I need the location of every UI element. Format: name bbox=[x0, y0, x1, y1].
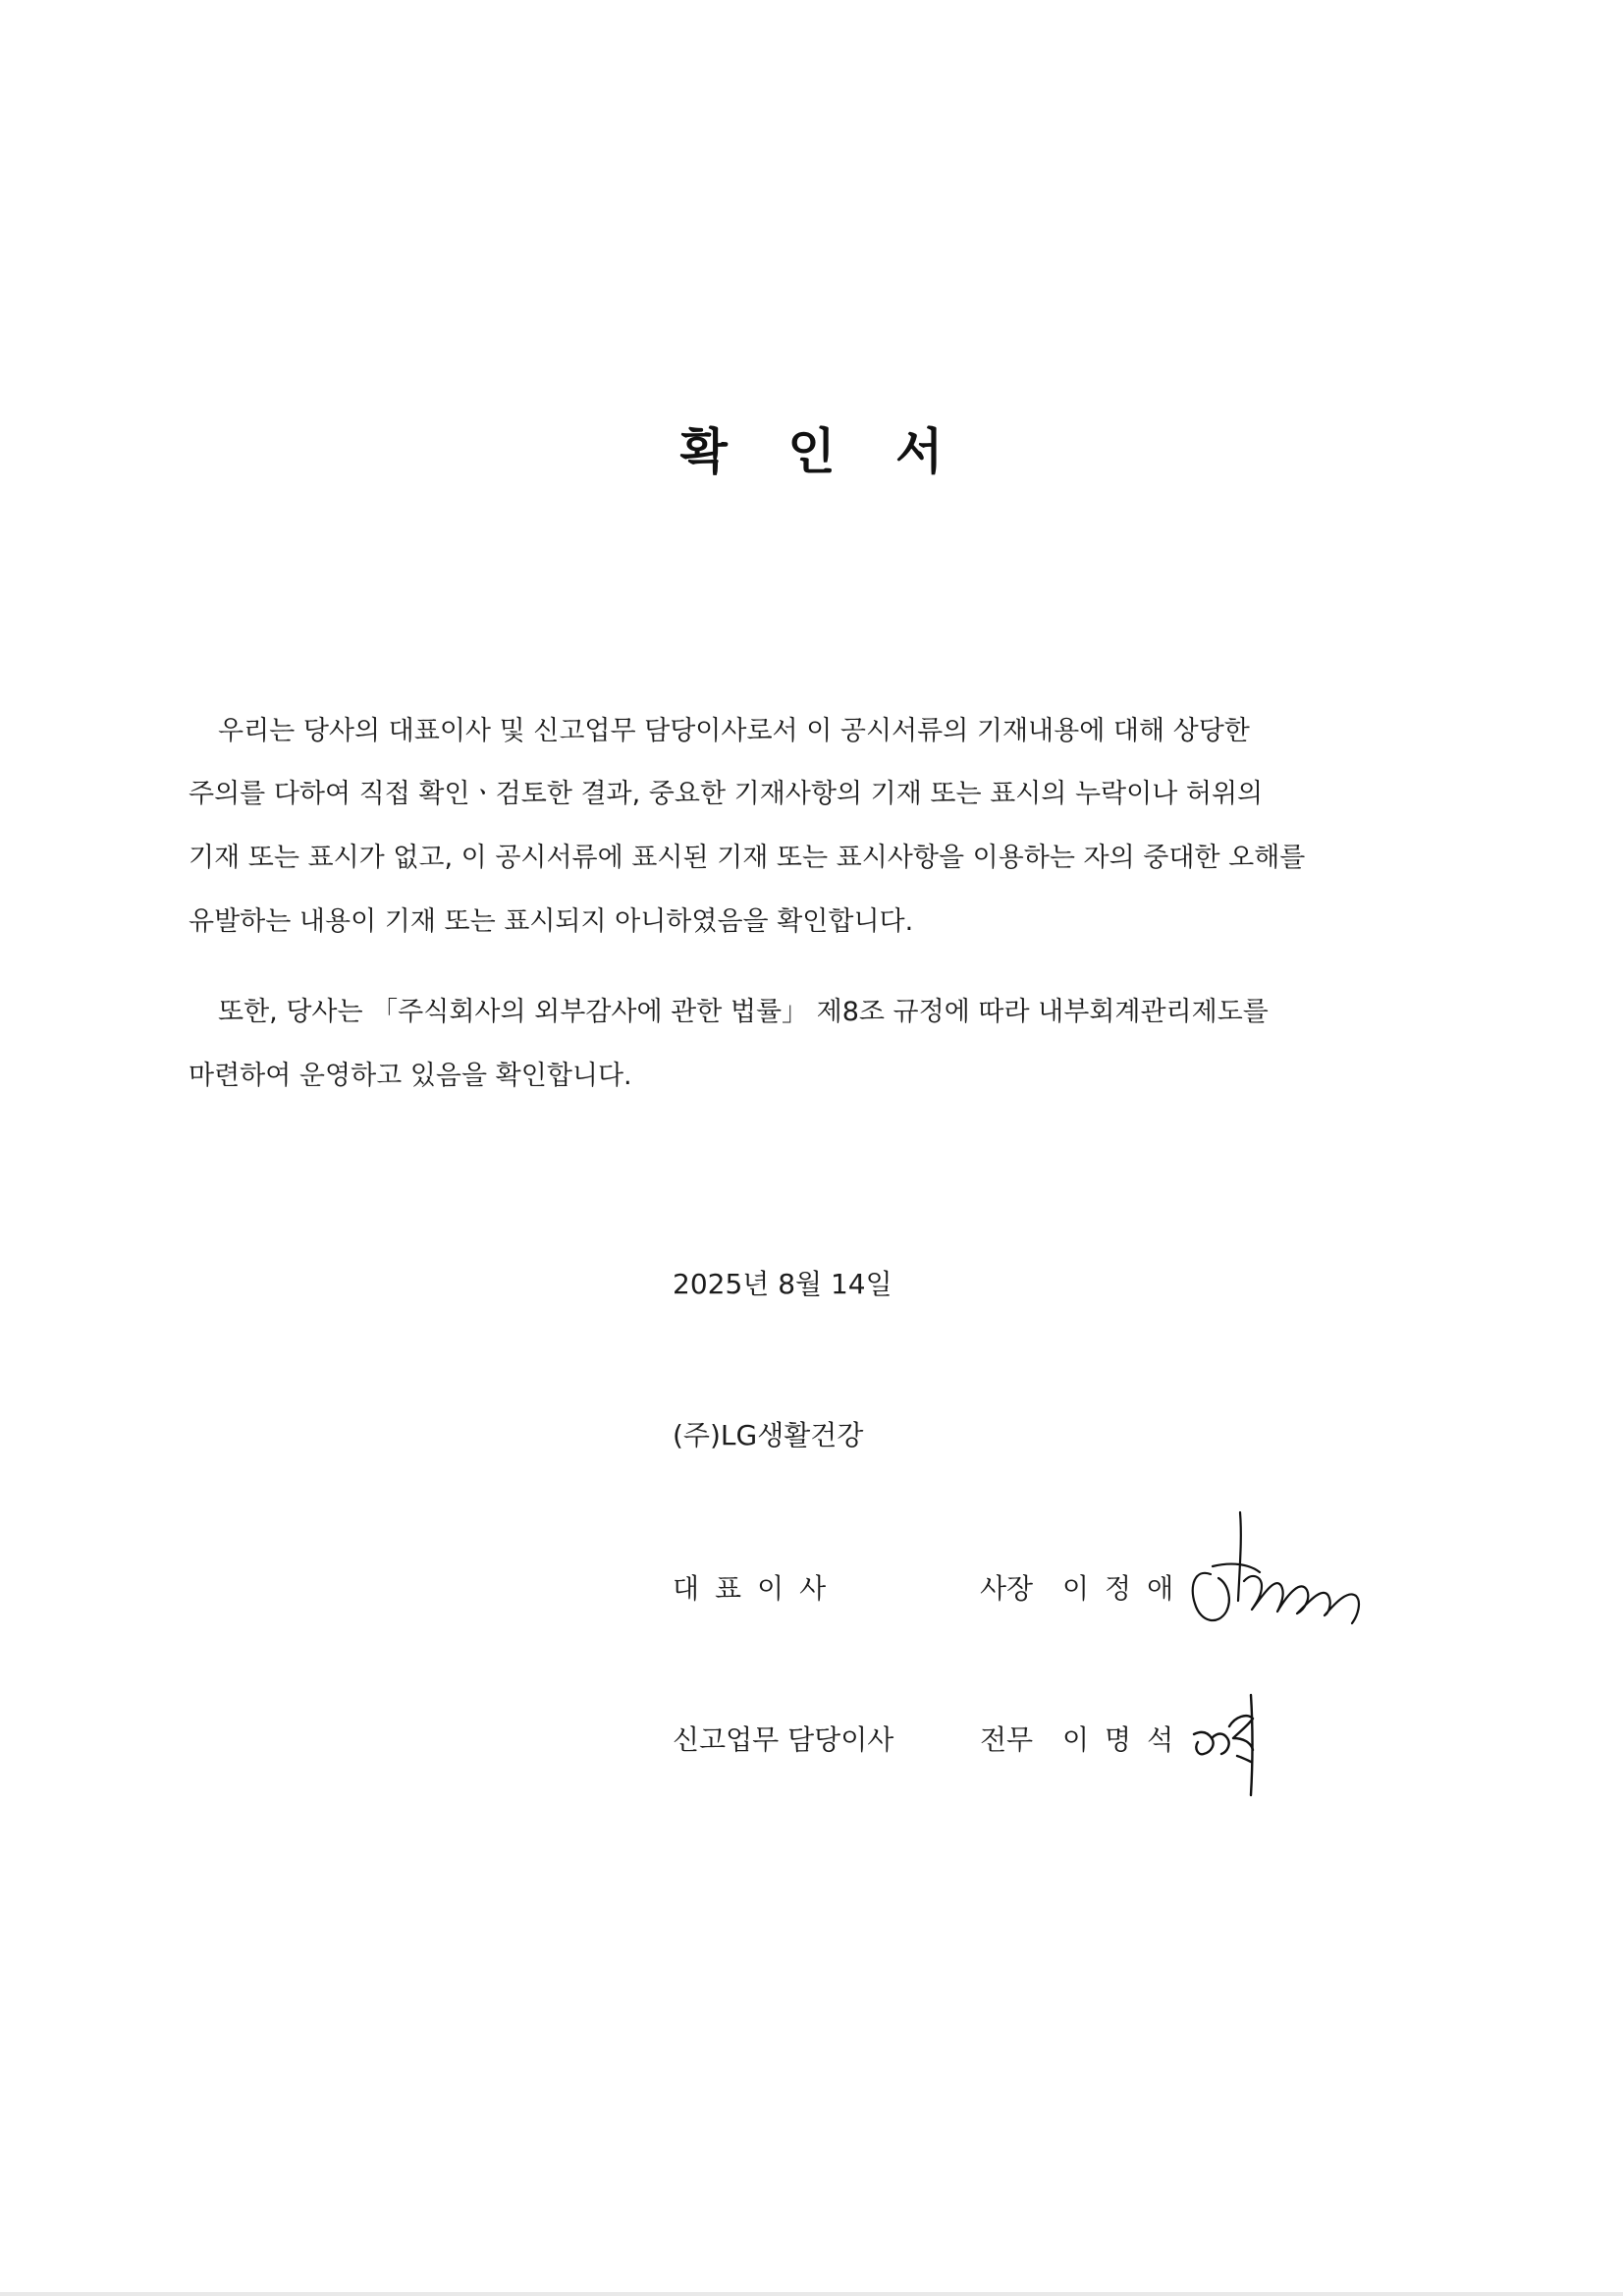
paragraph-1-line-2: 주의를 다하여 직접 확인ㆍ검토한 결과, 중요한 기재사항의 기재 또는 표시의 누락이나 허위의 bbox=[189, 779, 1264, 809]
signatory-1-role: 대표이사 bbox=[673, 1572, 842, 1605]
paragraph-1-line-3: 기재 또는 표시가 없고, 이 공시서류에 표시된 기재 또는 표시사항을 이용하는 자의 중대한 오해를 bbox=[189, 843, 1306, 873]
document-date: 2025년 8월 14일 bbox=[673, 1268, 893, 1300]
page-bottom-edge bbox=[0, 2292, 1623, 2296]
paragraph-1-line-1: 우리는 당사의 대표이사 및 신고업무 담당이사로서 이 공시서류의 기재내용에 대해 상당한 bbox=[218, 716, 1250, 746]
company-name: (주)LG생활건강 bbox=[673, 1419, 864, 1451]
document-title: 확 인 서 bbox=[679, 423, 965, 480]
signatory-2-role: 신고업무 담당이사 bbox=[673, 1723, 894, 1756]
signatory-1-position: 사장 bbox=[980, 1572, 1034, 1605]
paragraph-2-line-1: 또한, 당사는 「주식회사의 외부감사에 관한 법률」 제8조 규정에 따라 내부회계관리제도를 bbox=[218, 997, 1269, 1027]
paragraph-2-line-2: 마련하여 운영하고 있음을 확인합니다. bbox=[189, 1061, 632, 1091]
signatory-2-position: 전무 bbox=[980, 1723, 1034, 1756]
signature-2-image bbox=[1188, 1687, 1276, 1800]
signature-1-image bbox=[1183, 1507, 1370, 1640]
signatory-1-name: 이정애 bbox=[1062, 1572, 1190, 1605]
signatory-2-name: 이명석 bbox=[1062, 1723, 1190, 1756]
paragraph-1-line-4: 유발하는 내용이 기재 또는 표시되지 아니하였음을 확인합니다. bbox=[189, 906, 914, 937]
